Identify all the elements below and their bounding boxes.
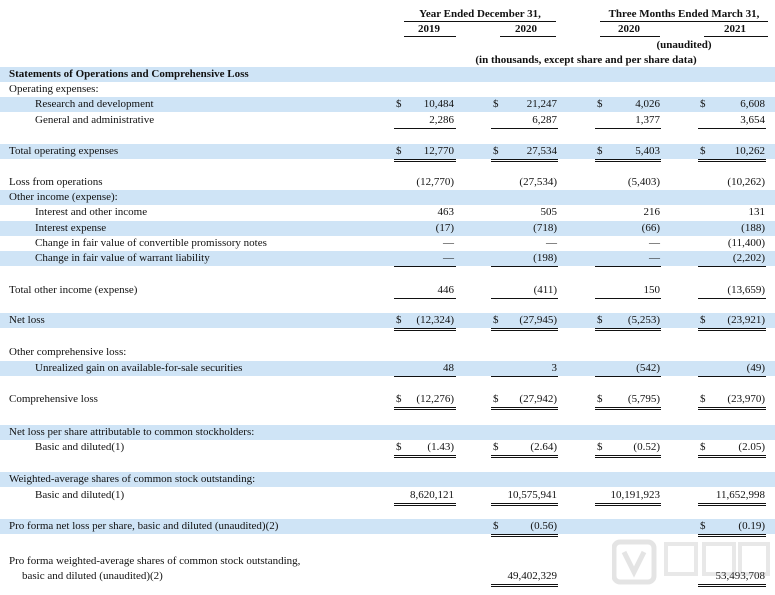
unrealized-gain-row — [0, 361, 775, 376]
value-2019: 463 — [437, 206, 454, 218]
underline — [491, 376, 558, 377]
value-2020-year: 10,575,941 — [507, 489, 557, 501]
currency-symbol: $ — [396, 98, 402, 110]
value-2021: 6,608 — [740, 98, 765, 110]
currency-symbol: $ — [597, 314, 603, 326]
currency-symbol: $ — [493, 314, 499, 326]
header-rule-c3 — [600, 36, 660, 37]
statement-title: Statements of Operations and Comprehensive Loss — [9, 68, 249, 80]
header-col-2020-quarter: 2020 — [618, 23, 640, 35]
value-2020-year: 505 — [540, 206, 557, 218]
double-underline — [698, 409, 766, 410]
value-2019: 8,620,121 — [410, 489, 454, 501]
double-underline — [698, 457, 766, 458]
underline — [595, 298, 661, 299]
double-underline — [394, 409, 456, 410]
underline — [394, 266, 456, 267]
double-underline — [394, 505, 456, 506]
header-unaudited: (unaudited) — [656, 39, 712, 51]
currency-symbol: $ — [700, 393, 706, 405]
currency-symbol: $ — [493, 393, 499, 405]
value-2020-quarter: (0.52) — [633, 441, 660, 453]
double-underline — [698, 505, 766, 506]
header-col-2019: 2019 — [418, 23, 440, 35]
double-underline — [394, 457, 456, 458]
double-underline — [595, 457, 661, 458]
double-underline — [491, 409, 558, 410]
double-underline — [595, 503, 661, 504]
net-loss-per-share-row — [0, 440, 775, 455]
value-2019: 48 — [443, 362, 454, 374]
double-underline — [595, 409, 661, 410]
double-underline — [394, 503, 456, 504]
row-label: Interest and other income — [35, 206, 148, 218]
value-2020-year: 49,402,329 — [507, 570, 557, 582]
comprehensive-loss-row — [0, 392, 775, 407]
double-underline — [491, 330, 558, 331]
general-administrative-row — [0, 113, 775, 128]
double-underline — [491, 328, 558, 329]
value-2020-year: 6,287 — [532, 114, 557, 126]
value-2019: (1.43) — [427, 441, 454, 453]
currency-symbol: $ — [597, 98, 603, 110]
double-underline — [491, 457, 558, 458]
value-2020-quarter: (5,253) — [627, 314, 660, 326]
value-2021: 11,652,998 — [715, 489, 765, 501]
header-three-months: Three Months Ended March 31, — [608, 8, 760, 20]
other-income-header-row — [0, 190, 775, 205]
double-underline — [698, 534, 766, 535]
value-2019: 10,484 — [423, 98, 454, 110]
underline — [491, 128, 558, 129]
value-2021: 131 — [748, 206, 765, 218]
currency-symbol: $ — [700, 98, 706, 110]
row-label: Basic and diluted(1) — [35, 441, 125, 453]
total-other-income-row — [0, 283, 775, 298]
row-label: General and administrative — [35, 114, 155, 126]
value-2020-quarter: — — [649, 237, 660, 249]
value-2020-quarter: (542) — [636, 362, 660, 374]
underline — [595, 128, 661, 129]
value-2020-year: (2.64) — [530, 441, 557, 453]
value-2021: 10,262 — [734, 145, 765, 157]
value-2019: (17) — [435, 222, 454, 234]
value-2019: — — [443, 252, 454, 264]
currency-symbol: $ — [396, 393, 402, 405]
value-2021: (23,970) — [727, 393, 765, 405]
double-underline — [698, 407, 766, 408]
value-2020-year: (0.56) — [530, 520, 557, 532]
value-2020-year: (27,945) — [519, 314, 557, 326]
row-label: Pro forma weighted-average shares of common stock outstanding, — [9, 555, 301, 567]
fv-warrant-liability-row — [0, 251, 775, 266]
double-underline — [491, 407, 558, 408]
underline — [394, 376, 456, 377]
value-2020-quarter: 216 — [643, 206, 660, 218]
row-label: Research and development — [35, 98, 154, 110]
value-2020-quarter: 1,377 — [635, 114, 660, 126]
currency-symbol: $ — [493, 441, 499, 453]
operating-expenses-header-row — [0, 82, 775, 97]
row-label: Operating expenses: — [9, 83, 99, 95]
double-underline — [595, 161, 661, 162]
double-underline — [491, 161, 558, 162]
statement-title-row — [0, 67, 775, 82]
double-underline — [491, 455, 558, 456]
value-2021: 3,654 — [740, 114, 765, 126]
value-2020-year: (198) — [533, 252, 557, 264]
value-2021: (49) — [746, 362, 765, 374]
row-label: Other comprehensive loss: — [9, 346, 127, 358]
currency-symbol: $ — [597, 145, 603, 157]
row-label: Change in fair value of convertible promissory notes — [35, 237, 267, 249]
double-underline — [595, 505, 661, 506]
value-2019: (12,324) — [416, 314, 454, 326]
double-underline — [394, 161, 456, 162]
underline — [491, 266, 558, 267]
underline — [394, 128, 456, 129]
header-year-ended: Year Ended December 31, — [419, 8, 541, 20]
double-underline — [698, 455, 766, 456]
double-underline — [595, 455, 661, 456]
value-2021: (10,262) — [727, 176, 765, 188]
double-underline — [491, 503, 558, 504]
value-2020-quarter: — — [649, 252, 660, 264]
currency-symbol: $ — [493, 145, 499, 157]
interest-expense-row — [0, 221, 775, 236]
double-underline — [491, 159, 558, 160]
value-2019: (12,770) — [416, 176, 454, 188]
double-underline — [491, 505, 558, 506]
value-2020-year: (411) — [533, 284, 557, 296]
currency-symbol: $ — [700, 441, 706, 453]
currency-symbol: $ — [396, 314, 402, 326]
row-label: Total other income (expense) — [9, 284, 138, 296]
value-2020-quarter: (5,795) — [627, 393, 660, 405]
currency-symbol: $ — [597, 441, 603, 453]
value-2020-quarter: (66) — [641, 222, 660, 234]
header-rule-c2 — [500, 36, 556, 37]
research-development-row — [0, 97, 775, 112]
value-2019: 12,770 — [423, 145, 454, 157]
row-label: basic and diluted (unaudited)(2) — [22, 570, 163, 582]
currency-symbol: $ — [493, 98, 499, 110]
row-label: Pro forma net loss per share, basic and diluted (unaudited)(2) — [9, 520, 279, 532]
value-2021: (0.19) — [738, 520, 765, 532]
value-2021: (23,921) — [727, 314, 765, 326]
value-2020-year: (27,942) — [519, 393, 557, 405]
row-label: Net loss per share attributable to common stockholders: — [9, 426, 255, 438]
row-label: Interest expense — [35, 222, 107, 234]
underline — [698, 298, 766, 299]
value-2019: — — [443, 237, 454, 249]
double-underline — [394, 330, 456, 331]
header-rule-c4 — [704, 36, 768, 37]
double-underline — [698, 161, 766, 162]
value-2020-year: 27,534 — [526, 145, 557, 157]
value-2021: 53,493,708 — [715, 570, 765, 582]
header-col-2020-year: 2020 — [515, 23, 537, 35]
double-underline — [491, 586, 558, 587]
double-underline — [394, 455, 456, 456]
row-label: Comprehensive loss — [9, 393, 98, 405]
value-2019: 446 — [437, 284, 454, 296]
value-2021: (188) — [741, 222, 765, 234]
value-2020-quarter: (5,403) — [627, 176, 660, 188]
row-label: Net loss — [9, 314, 45, 326]
value-2020-quarter: 4,026 — [635, 98, 660, 110]
double-underline — [491, 584, 558, 585]
row-label: Other income (expense): — [9, 191, 118, 203]
double-underline — [698, 330, 766, 331]
header-col-2021: 2021 — [724, 23, 746, 35]
value-2019: 2,286 — [429, 114, 454, 126]
double-underline — [394, 159, 456, 160]
header-rule-c1 — [404, 36, 456, 37]
underline — [698, 128, 766, 129]
header-units-note: (in thousands, except share and per share data) — [475, 54, 697, 66]
double-underline — [698, 159, 766, 160]
underline — [698, 266, 766, 267]
watermark-logo — [612, 536, 772, 588]
currency-symbol: $ — [396, 441, 402, 453]
value-2020-quarter: 150 — [643, 284, 660, 296]
value-2020-year: 21,247 — [526, 98, 557, 110]
double-underline — [394, 328, 456, 329]
net-loss-row — [0, 313, 775, 328]
total-operating-expenses-row — [0, 144, 775, 159]
currency-symbol: $ — [700, 145, 706, 157]
double-underline — [698, 328, 766, 329]
row-label: Unrealized gain on available-for-sale securities — [35, 362, 243, 374]
double-underline — [491, 536, 558, 537]
double-underline — [491, 534, 558, 535]
value-2019: (12,276) — [416, 393, 454, 405]
value-2021: (2.05) — [738, 441, 765, 453]
double-underline — [394, 407, 456, 408]
underline — [595, 376, 661, 377]
interest-other-income-row — [0, 205, 775, 220]
loss-from-operations-row — [0, 175, 775, 190]
underline — [394, 298, 456, 299]
weighted-average-shares-row — [0, 488, 775, 503]
double-underline — [595, 330, 661, 331]
net-loss-per-share-header-row — [0, 425, 775, 440]
weighted-average-shares-header-row — [0, 472, 775, 487]
underline — [698, 376, 766, 377]
value-2020-quarter: 5,403 — [635, 145, 660, 157]
value-2021: (13,659) — [727, 284, 765, 296]
value-2020-year: (718) — [533, 222, 557, 234]
double-underline — [595, 159, 661, 160]
currency-symbol: $ — [493, 520, 499, 532]
value-2020-year: (27,534) — [519, 176, 557, 188]
underline — [491, 298, 558, 299]
row-label: Loss from operations — [9, 176, 103, 188]
value-2021: (2,202) — [732, 252, 765, 264]
row-label: Change in fair value of warrant liability — [35, 252, 210, 264]
other-comprehensive-loss-header-row — [0, 345, 775, 360]
row-label: Total operating expenses — [9, 145, 119, 157]
currency-symbol: $ — [700, 520, 706, 532]
fv-convertible-notes-row — [0, 236, 775, 251]
double-underline — [698, 503, 766, 504]
value-2020-year: — — [546, 237, 557, 249]
pro-forma-net-loss-per-share-row — [0, 519, 775, 534]
currency-symbol: $ — [396, 145, 402, 157]
value-2020-year: 3 — [551, 362, 557, 374]
row-label: Basic and diluted(1) — [35, 489, 125, 501]
double-underline — [595, 407, 661, 408]
currency-symbol: $ — [597, 393, 603, 405]
value-2021: (11,400) — [727, 237, 765, 249]
underline — [595, 266, 661, 267]
row-label: Weighted-average shares of common stock outstanding: — [9, 473, 256, 485]
value-2020-quarter: 10,191,923 — [610, 489, 660, 501]
double-underline — [595, 328, 661, 329]
currency-symbol: $ — [700, 314, 706, 326]
